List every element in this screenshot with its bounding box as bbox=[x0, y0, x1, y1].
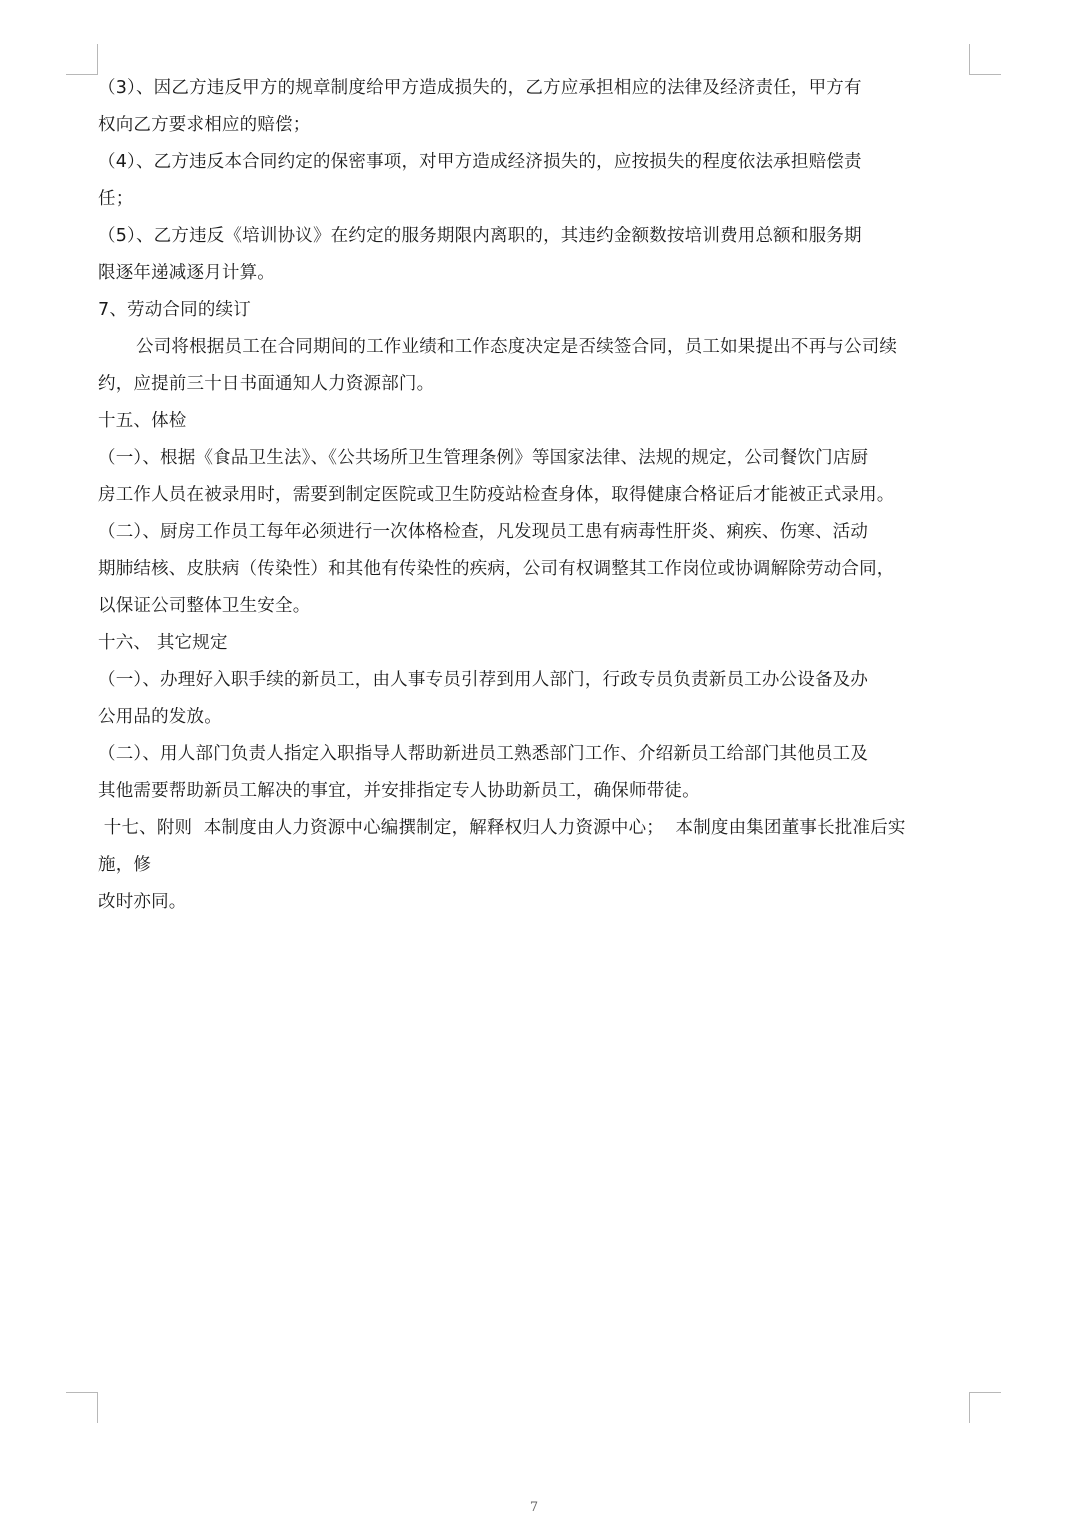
crop-mark-top-left bbox=[66, 44, 98, 75]
page-number: 7 bbox=[529, 1500, 539, 1515]
crop-mark-top-right bbox=[969, 44, 1001, 75]
text-line: （一）、办理好入职手续的新员工，由人事专员引荐到用人部门，行政专员负责新员工办公设备及办 bbox=[98, 670, 869, 690]
text-line: （一）、根据《食品卫生法》、《公共场所卫生管理条例》等国家法律、法规的规定，公司餐饮门店厨 bbox=[98, 448, 869, 468]
text-line: （二）、用人部门负责人指定入职指导人帮助新进员工熟悉部门工作、介绍新员工给部门其他员工及 bbox=[98, 744, 869, 764]
text-line: 限逐年递减逐月计算。 bbox=[98, 263, 275, 283]
text-line: 改时亦同。 bbox=[98, 892, 187, 912]
text-line: 任； bbox=[98, 189, 134, 209]
crop-mark-bottom-right bbox=[969, 1392, 1001, 1423]
text-line: 期肺结核、皮肤病（传染性）和其他有传染性的疾病，公司有权调整其工作岗位或协调解除劳动合同， bbox=[98, 559, 895, 579]
text-line: 公用品的发放。 bbox=[98, 707, 222, 727]
section-heading: 十七、附则 本制度由人力资源中心编撰制定，解释权归人力资源中心； 本制度由集团董事长批准后实 bbox=[98, 818, 906, 838]
section-heading: 十六、 其它规定 bbox=[98, 633, 228, 653]
text-line: 公司将根据员工在合同期间的工作业绩和工作态度决定是否续签合同，员工如果提出不再与公司续 bbox=[136, 337, 898, 357]
section-heading: 7、劳动合同的续订 bbox=[98, 300, 251, 320]
text-line: （二）、厨房工作员工每年必须进行一次体格检查，凡发现员工患有病毒性肝炎、痢疾、伤寒、活动 bbox=[98, 522, 869, 542]
text-line: 房工作人员在被录用时，需要到制定医院或卫生防疫站检查身体，取得健康合格证后才能被正式录用。 bbox=[98, 485, 895, 505]
text-line: 权向乙方要求相应的赔偿； bbox=[98, 115, 311, 135]
text-line: 施，修 bbox=[98, 855, 152, 875]
text-line: 以保证公司整体卫生安全。 bbox=[98, 596, 311, 616]
crop-mark-bottom-left bbox=[66, 1392, 98, 1423]
text-line: （5）、乙方违反《培训协议》在约定的服务期限内离职的，其违约金额数按培训费用总额和服务期 bbox=[98, 226, 862, 246]
text-line: （3）、因乙方违反甲方的规章制度给甲方造成损失的，乙方应承担相应的法律及经济责任，甲方有 bbox=[98, 78, 862, 98]
text-line: （4）、乙方违反本合同约定的保密事项，对甲方造成经济损失的，应按损失的程度依法承担赔偿责 bbox=[98, 152, 862, 172]
text-line: 约，应提前三十日书面通知人力资源部门。 bbox=[98, 374, 435, 394]
text-line: 其他需要帮助新员工解决的事宜，并安排指定专人协助新员工，确保师带徒。 bbox=[98, 781, 700, 801]
section-heading: 十五、体检 bbox=[98, 411, 187, 431]
